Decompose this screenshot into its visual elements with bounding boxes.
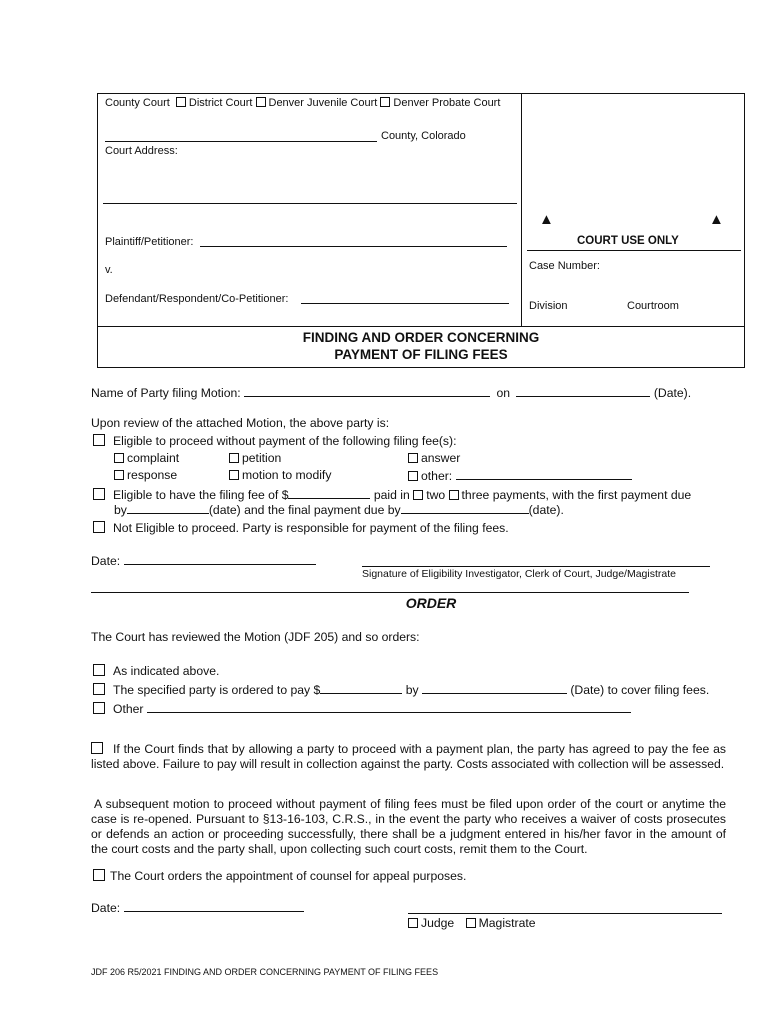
fee-answer — [408, 451, 460, 465]
as-indicated-label: As indicated above. — [113, 664, 220, 678]
answer-label: answer — [421, 451, 461, 465]
counsel-checkbox[interactable] — [93, 869, 105, 881]
review-intro: Upon review of the attached Motion, the above party is: — [91, 416, 390, 430]
eligible-no-payment-row — [93, 434, 456, 448]
ordered-to-pay-row — [93, 682, 709, 697]
eligible-no-payment-label: Eligible to proceed without payment of the following filing fee(s): — [113, 434, 457, 448]
arrow-up-left-icon: ▲ — [539, 211, 554, 228]
ordered-to-pay-checkbox[interactable] — [93, 683, 105, 695]
two-payments-checkbox[interactable] — [413, 490, 423, 500]
arrow-up-right-icon: ▲ — [709, 211, 724, 228]
caption-vertical-divider — [521, 93, 522, 327]
eligible-no-payment-checkbox[interactable] — [93, 434, 105, 446]
eligibility-signature-line[interactable] — [362, 566, 710, 567]
plaintiff-field[interactable] — [200, 236, 507, 247]
party-name-row — [91, 385, 691, 400]
other-order-row — [93, 701, 631, 716]
court-type-county: County Court — [105, 97, 170, 109]
subsequent-motion-paragraph: A subsequent motion to proceed without payment of filing fees must be filed upon order of the court or anytime the case is re-opened. Pursuant to §13-16-103, C.R.S., in the event the party who receives a waiver of costs prosecutes or defends an action or proceeding successfully, there shall be a judgment entered in his/her favor in the amount of the court costs and the party shall, upon collecting such court costs, remit them to the Court. — [91, 797, 726, 856]
order-heading: ORDER — [405, 595, 457, 611]
motion-date-field[interactable] — [516, 385, 650, 397]
county-name-field[interactable] — [105, 131, 377, 142]
counsel-label: The Court orders the appointment of counsel for appeal purposes. — [110, 869, 467, 883]
response-checkbox[interactable] — [114, 470, 124, 480]
answer-checkbox[interactable] — [408, 453, 418, 463]
document-title-line1: FINDING AND ORDER CONCERNING — [302, 330, 540, 345]
installments-row — [93, 487, 691, 502]
finding-date-row — [91, 553, 316, 568]
judge-label: Judge — [421, 916, 455, 930]
court-use-only-rule — [527, 250, 741, 251]
payment-plan-text: If the Court finds that by allowing a party to proceed with a payment plan, the party has agreed to pay the fee as listed above. Failure to pay will result in collection against the party. Costs associated with collection will be assessed. — [91, 742, 726, 771]
final-payment-label: (date) and the final payment due by — [208, 503, 401, 517]
fee-motion-to-modify — [229, 468, 331, 482]
installments-checkbox[interactable] — [93, 488, 105, 500]
order-date-label: Date: — [91, 901, 121, 915]
court-address-rule — [103, 203, 517, 204]
complaint-checkbox[interactable] — [114, 453, 124, 463]
judge-signature-line[interactable] — [408, 913, 722, 914]
not-eligible-label: Not Eligible to proceed. Party is responsible for payment of the filing fees. — [113, 521, 509, 535]
versus-label: v. — [105, 264, 113, 276]
fee-amount-field[interactable] — [288, 487, 370, 499]
eligibility-signature-caption: Signature of Eligibility Investigator, Clerk of Court, Judge/Magistrate — [362, 568, 676, 580]
defendant-label: Defendant/Respondent/Co-Petitioner: — [105, 293, 289, 305]
three-payments-label: three payments, with the first payment due — [461, 488, 692, 502]
other-order-checkbox[interactable] — [93, 702, 105, 714]
party-name-label: Name of Party filing Motion: — [91, 386, 241, 400]
other-order-label: Other — [113, 702, 144, 716]
judicial-officer-row — [408, 916, 536, 930]
petition-label: petition — [242, 451, 282, 465]
first-by-label: by — [114, 503, 127, 517]
plaintiff-label: Plaintiff/Petitioner: — [105, 236, 194, 248]
motion-to-modify-checkbox[interactable] — [229, 470, 239, 480]
courtroom-label: Courtroom — [627, 300, 679, 312]
district-court-checkbox[interactable] — [176, 97, 186, 107]
case-number-label: Case Number: — [529, 260, 600, 272]
other-fee-label: other: — [421, 469, 453, 483]
document-title-line2: PAYMENT OF FILING FEES — [334, 347, 508, 362]
installments-prefix: Eligible to have the filing fee of $ — [113, 488, 289, 502]
magistrate-label: Magistrate — [478, 916, 536, 930]
court-type-juvenile: Denver Juvenile Court — [268, 97, 378, 109]
ordered-to-pay-label: The specified party is ordered to pay $ — [113, 683, 321, 697]
court-type-row — [105, 97, 500, 109]
response-label: response — [127, 468, 178, 482]
fee-petition — [229, 451, 281, 465]
complaint-label: complaint — [127, 451, 180, 465]
other-fee-checkbox[interactable] — [408, 471, 418, 481]
payment-plan-checkbox[interactable] — [91, 742, 103, 754]
pay-suffix: (Date) to cover filing fees. — [570, 683, 710, 697]
division-label: Division — [529, 300, 568, 312]
order-date-row — [91, 900, 304, 915]
first-payment-date-field[interactable] — [127, 502, 209, 514]
as-indicated-row — [93, 664, 219, 678]
section-separator — [91, 592, 689, 593]
pay-by-label: by — [405, 683, 419, 697]
date-suffix: (Date). — [653, 386, 692, 400]
other-fee-field[interactable] — [456, 468, 632, 480]
denver-probate-checkbox[interactable] — [380, 97, 390, 107]
finding-date-label: Date: — [91, 554, 121, 568]
final-date-suffix: (date). — [528, 503, 564, 517]
defendant-field[interactable] — [301, 293, 509, 304]
caption-title-divider — [97, 326, 745, 327]
fee-other — [408, 468, 632, 483]
denver-juvenile-checkbox[interactable] — [256, 97, 266, 107]
payment-plan-paragraph — [91, 742, 726, 772]
three-payments-checkbox[interactable] — [449, 490, 459, 500]
magistrate-checkbox[interactable] — [466, 918, 476, 928]
fee-response — [114, 468, 177, 482]
installments-dates-row — [114, 502, 564, 517]
county-suffix: County, Colorado — [381, 130, 466, 142]
counsel-row — [93, 869, 466, 883]
as-indicated-checkbox[interactable] — [93, 664, 105, 676]
order-intro: The Court has reviewed the Motion (JDF 205) and so orders: — [91, 630, 420, 644]
not-eligible-row — [93, 521, 509, 535]
court-type-district: District Court — [188, 97, 253, 109]
not-eligible-checkbox[interactable] — [93, 521, 105, 533]
petition-checkbox[interactable] — [229, 453, 239, 463]
party-name-field[interactable] — [244, 385, 490, 397]
paid-in-label: paid in — [373, 488, 410, 502]
judge-checkbox[interactable] — [408, 918, 418, 928]
finding-date-field[interactable] — [124, 553, 316, 565]
court-type-probate: Denver Probate Court — [393, 97, 501, 109]
ordered-amount-field[interactable] — [320, 682, 402, 694]
ordered-date-field[interactable] — [422, 682, 567, 694]
form-footer: JDF 206 R5/2021 FINDING AND ORDER CONCERNING PAYMENT OF FILING FEES — [91, 967, 439, 977]
two-label: two — [426, 488, 446, 502]
final-payment-date-field[interactable] — [401, 502, 529, 514]
motion-to-modify-label: motion to modify — [242, 468, 332, 482]
other-order-field[interactable] — [147, 701, 631, 713]
court-address-label: Court Address: — [105, 145, 178, 157]
on-label: on — [496, 386, 511, 400]
court-use-only-label: COURT USE ONLY — [577, 235, 679, 247]
fee-complaint — [114, 451, 179, 465]
order-date-field[interactable] — [124, 900, 304, 912]
